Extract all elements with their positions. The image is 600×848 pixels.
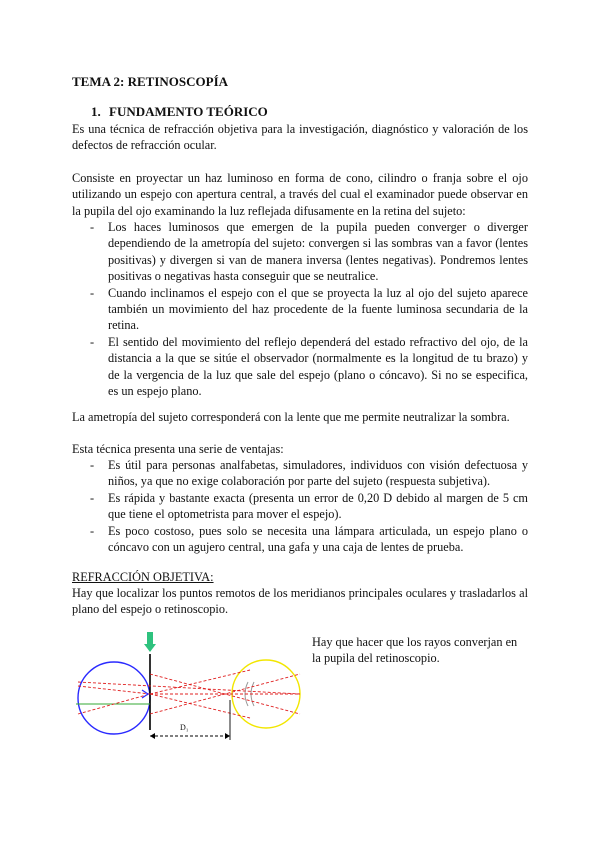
- arrow-shaft-icon: [147, 632, 153, 644]
- list-item-text: Es útil para personas analfabetas, simuladores, individuos con visión defectuosa y niños, ya que no exige colaboración por parte del sujeto (respuesta subjetiva).: [108, 458, 528, 489]
- list-item-text: Es rápida y bastante exacta (presenta un error de 0,20 D debido al margen de 5 cm que tiene el optometrista para mover el espejo).: [108, 490, 528, 522]
- list-item: - Es útil para personas analfabetas, simuladores, individuos con visión defectuosa y niños, ya que no exige colaboración por parte del sujeto (respuesta subjetiva).: [90, 458, 528, 489]
- intro-paragraph: Es una técnica de refracción objetiva para la investigación, diagnóstico y valoración de los defectos de refracción ocular.: [72, 122, 528, 153]
- distance-label: D₁: [180, 723, 189, 732]
- page-title: TEMA 2: RETINOSCOPÍA: [72, 74, 229, 89]
- down-arrow-icon: [144, 644, 156, 652]
- advantages-intro: Esta técnica presenta una serie de ventajas:: [72, 442, 284, 456]
- section-heading-text: FUNDAMENTO TEÓRICO: [109, 104, 268, 119]
- advantages-bullet-list: [72, 457, 528, 555]
- list-item-text: El sentido del movimiento del reflejo dependerá del estado refractivo del ojo, de la distancia a la que se sitúe el observador (normalmente es la longitud de tu brazo) y de la vergencia de la luz que sale del espejo (plano o cóncavo). Si no se especifica, es un espejo plano.: [108, 334, 528, 399]
- list-item-text: Cuando inclinamos el espejo con el que se proyecta la luz al ojo del sujeto aparece también un movimiento del haz procedente de la fuente luminosa secundaria de la retina.: [108, 285, 528, 333]
- list-item-text: Los haces luminosos que emergen de la pupila pueden converger o diverger dependiendo de la ametropía del sujeto: convergen si las sombras van a favor (lentes positivas) y divergen si van de manera inversa (lentes negativas). Pondremos lentes positivas o negativas hasta conseguir que se neutralice.: [108, 220, 528, 284]
- side-note: Hay que hacer que los rayos converjan en la pupila del retinoscopio.: [312, 635, 518, 666]
- pupil-marker: [142, 690, 148, 698]
- refraction-heading: REFRACCIÓN OBJETIVA:: [72, 570, 214, 584]
- list-item: - Los haces luminosos que emergen de la pupila pueden converger o diverger dependiendo de la ametropía del sujeto: convergen si las sombras van a favor (lentes positivas) y divergen si van de manera inversa (lentes negativas). Pondremos lentes positivas o negativas hasta conseguir que se neutralice.: [90, 220, 528, 284]
- refraction-paragraph: Hay que localizar los puntos remotos de los meridianos principales oculares y trasladarlos al plano del espejo o retinoscopio.: [72, 586, 528, 617]
- list-item: - Es poco costoso, pues solo se necesita una lámpara articulada, un espejo plano o cóncavo con un agujero central, una gafa y una caja de lentes de prueba.: [90, 523, 528, 555]
- list-item: - Es rápida y bastante exacta (presenta un error de 0,20 D debido al margen de 5 cm que tiene el optometrista para mover el espejo).: [90, 490, 528, 522]
- left-arrowhead-icon: [150, 733, 155, 739]
- description-paragraph: Consiste en proyectar un haz luminoso en forma de cono, cilindro o franja sobre el ojo utilizando un espejo con apertura central, a través del cual el examinador puede observar en la pupila del ojo examinando la luz reflejada difusamente en la retina del sujeto:: [72, 171, 528, 218]
- right-arrowhead-icon: [225, 733, 230, 739]
- list-item: - El sentido del movimiento del reflejo dependerá del estado refractivo del ojo, de la distancia a la que se sitúe el observador (normalmente es la longitud de tu brazo) y de la vergencia de la luz que sale del espejo (plano o cóncavo). Si no se especifica, es un espejo plano.: [90, 334, 528, 399]
- ametropia-note: La ametropía del sujeto corresponderá con la lente que me permite neutralizar la sombra.: [72, 410, 510, 424]
- ray-lines: [78, 670, 300, 718]
- list-item: - Cuando inclinamos el espejo con el que se proyecta la luz al ojo del sujeto aparece también un movimiento del haz procedente de la fuente luminosa secundaria de la retina.: [90, 285, 528, 333]
- section-heading: [91, 104, 268, 120]
- section-number: 1.: [91, 104, 101, 119]
- retinoscopy-diagram: [70, 630, 302, 742]
- eye-circle: [78, 662, 150, 734]
- list-item-text: Es poco costoso, pues solo se necesita una lámpara articulada, un espejo plano o cóncavo con un agujero central, una gafa y una caja de lentes de prueba.: [108, 523, 528, 555]
- mechanism-bullet-list: [72, 219, 528, 399]
